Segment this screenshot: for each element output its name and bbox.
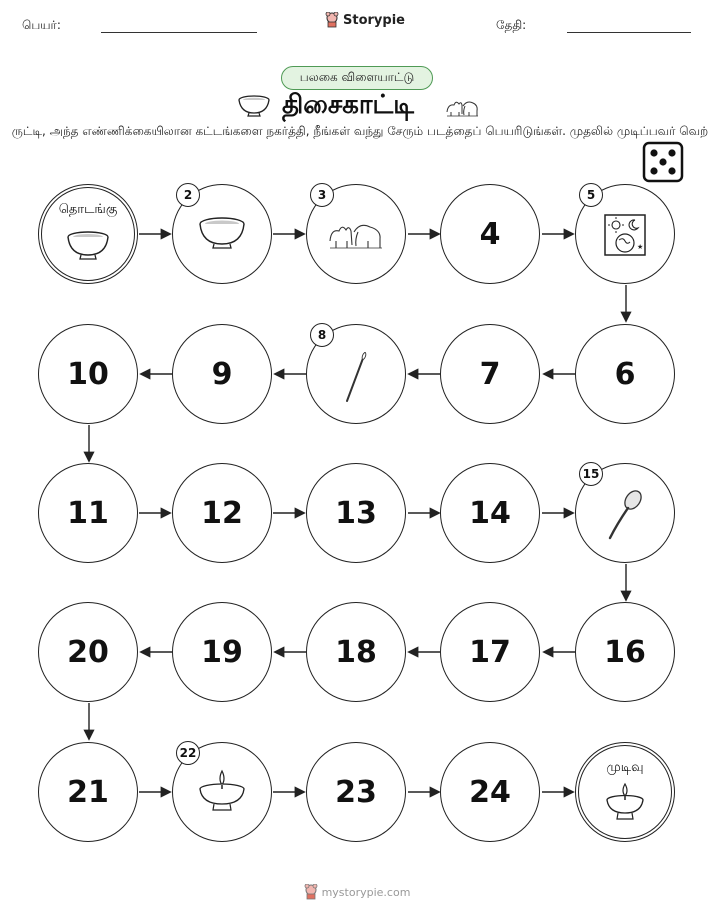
storypie-mascot-icon — [304, 884, 318, 900]
cell-23 — [306, 742, 406, 842]
cell-number: 16 — [604, 634, 646, 670]
cell-number: 10 — [67, 356, 109, 392]
cell-number: 9 — [211, 356, 233, 392]
cell-number: 14 — [469, 495, 511, 531]
page-title: திசைகாட்டி — [282, 90, 414, 120]
cell-number: 12 — [201, 495, 243, 531]
finish-label: முடிவு — [606, 760, 644, 775]
cell-10 — [38, 324, 138, 424]
cell-11 — [38, 463, 138, 563]
cell-18 — [306, 602, 406, 702]
cell-8 — [306, 324, 406, 424]
bowl-icon — [197, 215, 247, 251]
brand-name: Storypie — [343, 12, 405, 28]
footer-url[interactable]: mystorypie.com — [321, 885, 411, 899]
cell-13 — [306, 463, 406, 563]
bowl-icon — [65, 228, 111, 262]
cell-number-tag: 15 — [579, 462, 603, 486]
cell-number: 18 — [335, 634, 377, 670]
name-label: பெயர்: — [22, 18, 61, 32]
cell-number: 21 — [67, 774, 109, 810]
cell-number: 6 — [614, 356, 636, 392]
cell-number: 24 — [469, 774, 511, 810]
cell-9 — [172, 324, 272, 424]
oil-lamp-icon — [195, 769, 249, 813]
cell-7 — [440, 324, 540, 424]
cell-number-tag: 2 — [176, 183, 200, 207]
cell-number-tag: 22 — [176, 741, 200, 765]
spoon-icon — [605, 488, 645, 544]
cell-2 — [172, 184, 272, 284]
cell-number: 13 — [335, 495, 377, 531]
cell-5 — [575, 184, 675, 284]
cell-6 — [575, 324, 675, 424]
date-label: தேதி: — [496, 18, 527, 32]
cell-number: 20 — [67, 634, 109, 670]
cell-22 — [172, 742, 272, 842]
cell-number-tag: 5 — [579, 183, 603, 207]
svg-text:★: ★ — [637, 243, 644, 251]
instructions: ருட்டி, அந்த எண்ணிக்கையிலான கட்டங்களை நகர்த்தி, நீங்கள் வந்து சேரும் படத்தைப் பெயரிடுங்கள். முதலில் முடிப்பவர் வெற் — [11, 124, 709, 138]
needle-icon — [341, 349, 371, 405]
cell-15 — [575, 463, 675, 563]
cell-24 — [440, 742, 540, 842]
cell-4 — [440, 184, 540, 284]
cell-3 — [306, 184, 406, 284]
cell-21 — [38, 742, 138, 842]
game-type-badge: பலகை விளையாட்டு — [281, 66, 433, 90]
cell-17 — [440, 602, 540, 702]
cell-14 — [440, 463, 540, 563]
cell-number: 17 — [469, 634, 511, 670]
cell-16 — [575, 602, 675, 702]
start-label: தொடங்கு — [58, 202, 118, 217]
cell-number-tag: 3 — [310, 183, 334, 207]
cell-number: 4 — [479, 216, 501, 252]
cell-finish — [575, 742, 675, 842]
oil-lamp-icon — [602, 782, 648, 822]
cell-12 — [172, 463, 272, 563]
cell-number: 11 — [67, 495, 109, 531]
cell-20 — [38, 602, 138, 702]
cell-19 — [172, 602, 272, 702]
camel-elephant-icon — [328, 219, 384, 251]
sun-moon-earth-icon — [603, 213, 647, 257]
cell-number: 7 — [479, 356, 501, 392]
cell-number: 23 — [335, 774, 377, 810]
cell-number: 19 — [201, 634, 243, 670]
cell-number-tag: 8 — [310, 323, 334, 347]
footer — [0, 884, 714, 900]
cell-start — [38, 184, 138, 284]
